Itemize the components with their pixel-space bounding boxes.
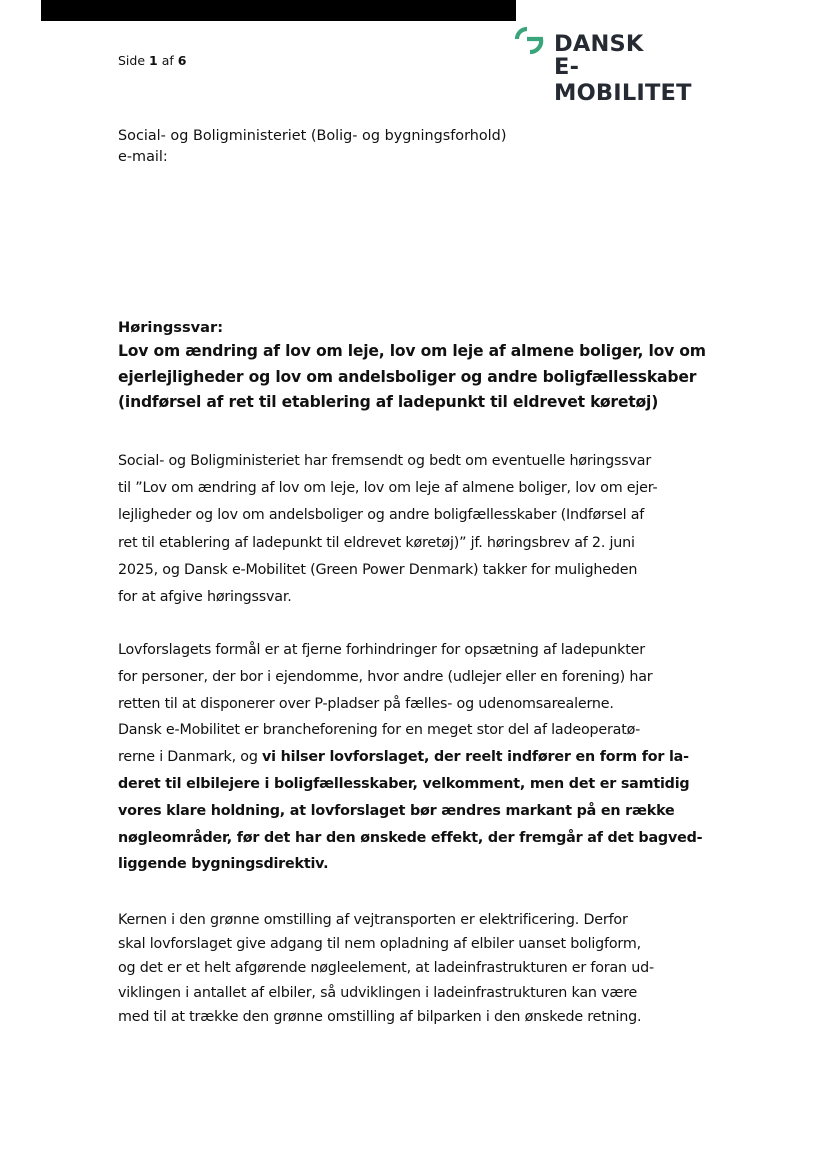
paragraph-line: skal lovforslaget give adgang til nem opladning af elbiler uanset boligform, [118,936,641,953]
paragraph-line: Lovforslagets formål er at fjerne forhindringer for opsætning af ladepunkter [118,642,645,658]
page-number [118,53,186,68]
page-current: 1 [149,53,158,68]
heading-label: Høringssvar: [118,319,224,336]
page-prefix: Side [118,53,146,68]
paragraph-bold-line: nøgleområder, før det har den ønskede effekt, der fremgår af det bagved- [118,829,703,846]
paragraph-line: til ”Lov om ændring af lov om leje, lov om leje af almene boliger, lov om ejer- [118,480,658,497]
document-heading [118,317,718,416]
paragraph-intro [118,448,718,611]
recipient-name: Social- og Boligministeriet (Bolig- og bygningsforhold) [118,128,507,144]
paragraph-line: retten til at disponerer over P-pladser på fælles- og udenomsarealerne. [118,695,614,712]
paragraph-line: ret til etablering af ladepunkt til eldrevet køretøj)” jf. høringsbrev af 2. juni [118,534,635,551]
recipient-block [118,126,506,168]
paragraph-core [118,908,718,1029]
paragraph-line: med til at trække den grønne omstilling af bilparken i den ønskede retning. [118,1008,642,1025]
paragraph-line: og det er et helt afgørende nøgleelement, at ladeinfrastrukturen er foran ud- [118,960,654,977]
heading-title-line: ejerlejligheder og lov om andelsboliger og andre boligfællesskaber [118,367,697,386]
heading-title-line: Lov om ændring af lov om leje, lov om leje af almene boliger, lov om [118,342,706,360]
paragraph-bold-line: liggende bygningsdirektiv. [118,856,329,873]
logo-line1: DANSK [554,31,644,57]
top-black-bar [41,0,516,21]
paragraph-bold-text: vi hilser lovforslaget, der reelt indfører en form for la- [262,749,689,766]
paragraph-line: viklingen i antallet af elbiler, så udviklingen i ladeinfrastrukturen kan være [118,984,638,1001]
paragraph-line: lejligheder og lov om andelsboliger og andre boligfællesskaber (Indførsel af [118,507,645,524]
paragraph-line: for at afgive høringssvar. [118,589,292,606]
paragraph-line-mixed [118,744,718,771]
logo-mark-icon [513,26,545,56]
recipient-email-label: e-mail: [118,149,168,165]
paragraph-bold-line: vores klare holdning, at lovforslaget bør ændres markant på en række [118,802,675,819]
page-sep: af [161,53,174,68]
paragraph-line: 2025, og Dansk e-Mobilitet (Green Power Denmark) takker for muligheden [118,561,638,578]
dansk-e-mobilitet-logo [513,24,713,106]
heading-title-line: (indførsel af ret til etablering af ladepunkt til eldrevet køretøj) [118,393,659,411]
paragraph-line: Social- og Boligministeriet har fremsendt og bedt om eventuelle høringssvar [118,453,652,469]
paragraph-line: Kernen i den grønne omstilling af vejtransporten er elektrificering. Derfor [118,912,628,928]
paragraph-purpose [118,637,718,878]
logo-line2: E-MOBILITET [554,54,692,106]
paragraph-text: rerne i Danmark, og [118,749,263,766]
paragraph-line: Dansk e-Mobilitet er brancheforening for en meget stor del af ladeoperatø- [118,722,641,739]
paragraph-bold-line: deret til elbilejere i boligfællesskaber, velkomment, men det er samtidig [118,775,690,792]
paragraph-line: for personer, der bor i ejendomme, hvor andre (udlejer eller en forening) har [118,668,653,685]
page-total: 6 [177,53,187,68]
